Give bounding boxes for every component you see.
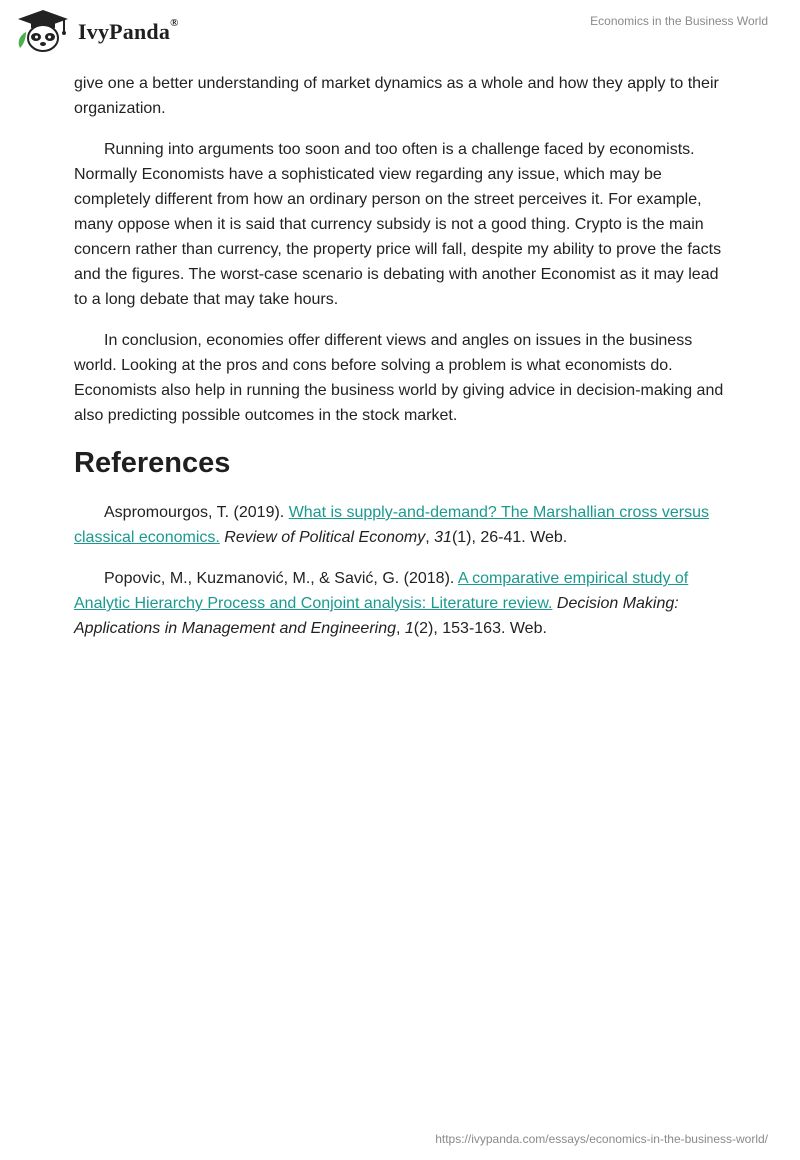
reference-link[interactable]: A comparative empirical study of Analytic Hierarchy Process and Conjoint analysis: Literature review. [74, 570, 689, 612]
reference-volume: 31 [434, 529, 452, 546]
reference-volume: 1 [404, 620, 414, 637]
brand-name [78, 19, 179, 45]
reference-separator: , [396, 620, 405, 637]
paragraph-arguments: Running into arguments too soon and too often is a challenge faced by economists. Normally Economists have a sophisticated view regarding any issue, which may be completely different from how an ordinary person on the street perceives it. For example, many oppose when it is said that currency subsidy is not a good thing. Crypto is the main concern rather than currency, the property price will fall, despite my ability to prove the facts and the figures. The worst-case scenario is debating with another Economist as it may lead to a long debate that may take hours. [74, 141, 722, 308]
references-heading: References [74, 447, 231, 479]
page-header [0, 0, 800, 66]
registered-mark: ® [170, 17, 179, 29]
reference-journal: Decision Making: Applications in Management and Engineering [74, 595, 679, 637]
footer-source-url: https://ivypanda.com/essays/economics-in-the-business-world/ [435, 1132, 768, 1146]
brand-name-text: IvyPanda [78, 19, 171, 44]
reference-separator: , [425, 529, 435, 546]
reference-issue-pages: (2), 153-163. Web. [413, 620, 547, 637]
brand-logo[interactable] [14, 8, 179, 52]
reference-journal: Review of Political Economy [224, 529, 426, 546]
document-title: Economics in the Business World [590, 14, 768, 28]
essay-content [74, 71, 728, 657]
paragraph-conclusion: In conclusion, economies offer different views and angles on issues in the business world. Looking at the pros and cons before solving a problem is what economists do. Economists also help in running the business world by giving advice in decision-making and also predicting possible outcomes in the stock market. [74, 332, 724, 424]
reference-item [74, 500, 728, 550]
reference-item [74, 566, 728, 641]
reference-issue-pages: (1), 26-41. Web. [451, 529, 568, 546]
reference-link[interactable]: What is supply-and-demand? The Marshallian cross versus classical economics. [74, 504, 710, 546]
paragraph-continued: give one a better understanding of market dynamics as a whole and how they apply to their organization. [74, 75, 719, 117]
panda-graduate-icon [14, 8, 72, 52]
reference-authors: Popovic, M., Kuzmanović, M., & Savić, G. (2018). [104, 570, 458, 587]
reference-authors: Aspromourgos, T. (2019). [104, 504, 289, 521]
